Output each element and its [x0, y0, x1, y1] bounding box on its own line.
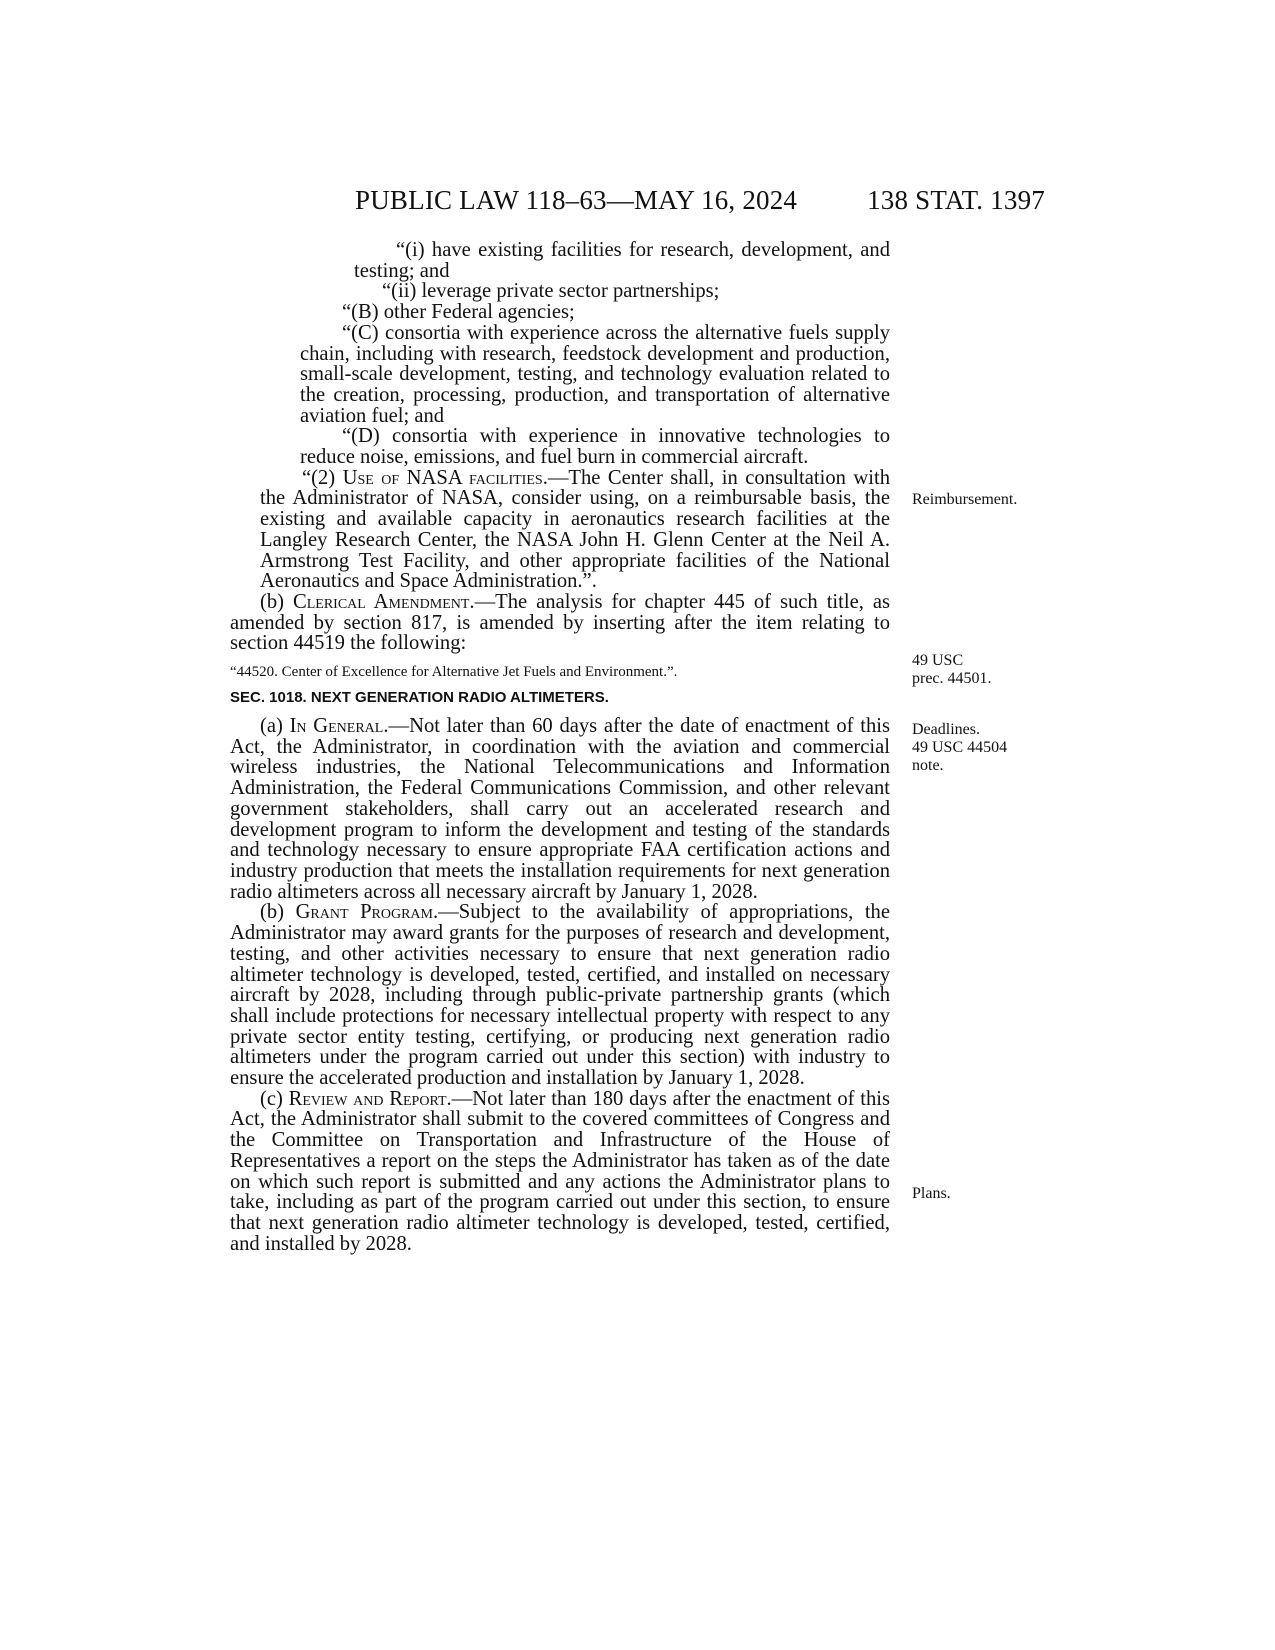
margin-note-usc-prec-line2: prec. 44501. [912, 670, 992, 687]
margin-note-deadlines-line2: 49 USC 44504 [912, 739, 1008, 756]
paragraph-b-text: .—The analysis for chapter 445 of such title, as amended by section 817, is amended by inserting after the item relating to section 44519 the following: [230, 590, 890, 655]
margin-note-deadlines-line1: Deadlines. [912, 721, 980, 738]
margin-note-deadlines [912, 721, 1032, 775]
paragraph-2 [260, 468, 890, 592]
paragraph-c-review [230, 1089, 890, 1255]
amendment-item: “44520. Center of Excellence for Alternative Jet Fuels and Environment.”. [230, 664, 678, 681]
paragraph-2-heading: Use of NASA facilities [342, 466, 543, 489]
paragraph-b-lead: (b) [260, 590, 293, 613]
paragraph-a-lead: (a) [260, 715, 290, 738]
paragraph-b-clerical [230, 592, 890, 654]
paragraph-c-text: .—Not later than 180 days after the enactment of this Act, the Administrator shall submit to the covered committees of Congress and the Committee on Transportation and Infrastructure of the House of Representatives a report on the steps the Administrator has taken as of the date on which such report is submitted and any actions the Administrator plans to take, including as part of the program carried out under this section, to ensure that next generation radio altimeter technology is developed, tested, certified, and installed by 2028. [230, 1087, 890, 1255]
paragraph-a-text: .—Not later than 60 days after the date of enactment of this Act, the Administrator, in coordination with the aviation and commercial wireless industries, the National Telecommunications and Information Administration, the Federal Communications Commission, and other relevant government stakeholders, shall carry out an accelerated research and development program to inform the development and testing of the standards and technology necessary to ensure appropriate FAA certification actions and industry production that meets the installation requirements for next generation radio altimeters across all necessary aircraft by January 1, 2028. [230, 715, 890, 903]
margin-note-usc-prec [912, 652, 1032, 688]
paragraph-b-grant [230, 902, 890, 1088]
running-header-title: PUBLIC LAW 118–63—MAY 16, 2024 [355, 185, 798, 215]
body-text [230, 240, 890, 1254]
paragraph-b-heading: Clerical Amendment [292, 590, 470, 613]
paragraph-D: “(D) consortia with experience in innovative technologies to reduce noise, emissions, and fuel burn in commercial aircraft. [300, 425, 890, 469]
margin-note-usc-prec-line1: 49 USC [912, 652, 964, 669]
paragraph-b-grant-lead: (b) [260, 901, 296, 924]
page-number: 138 STAT. 1397 [867, 185, 1045, 215]
paragraph-ii: “(ii) leverage private sector partnerships; [382, 280, 720, 303]
margin-note-plans: Plans. [912, 1185, 951, 1202]
paragraph-c-heading: Review and Report [288, 1087, 447, 1110]
paragraph-B: “(B) other Federal agencies; [342, 301, 575, 324]
paragraph-b-grant-heading: Grant Program [295, 901, 433, 924]
paragraph-b-grant-text: .—Subject to the availability of appropriations, the Administrator may award grants for the purposes of research and development, testing, and other activities necessary to ensure that next generation radio altimeter technology is developed, tested, certified, and installed on necessary aircraft by 2028, including through public-private partnership grants (which shall include protections for necessary intellectual property with respect to any private sector entity testing, certifying, or producing next generation radio altimeters under the program carried out under this section) with industry to ensure the accelerated production and installation by January 1, 2028. [230, 901, 890, 1090]
paragraph-c-lead: (c) [260, 1087, 289, 1110]
paragraph-2-lead: “(2) [302, 466, 343, 489]
margin-note-reimbursement: Reimbursement. [912, 491, 1018, 508]
paragraph-a-general [230, 716, 890, 902]
paragraph-i: “(i) have existing facilities for research, development, and testing; and [354, 239, 890, 282]
section-heading: SEC. 1018. NEXT GENERATION RADIO ALTIMETERS. [230, 689, 609, 707]
paragraph-2-text: .—The Center shall, in consultation with the Administrator of NASA, consider using, on a reimbursable basis, the existing and available capacity in aeronautics research facilities at the Langley Research Center, the NASA John H. Glenn Center at the Neil A. Armstrong Test Facility, and other appropriate facilities of the National Aeronautics and Space Administration.”. [260, 466, 890, 593]
paragraph-C: “(C) consortia with experience across the alternative fuels supply chain, including with research, feedstock development and production, small-scale development, testing, and technology evaluation related to the creation, processing, production, and transportation of alternative aviation fuel; and [300, 321, 890, 427]
margin-note-deadlines-line3: note. [912, 757, 944, 774]
paragraph-a-heading: In General [289, 715, 384, 738]
